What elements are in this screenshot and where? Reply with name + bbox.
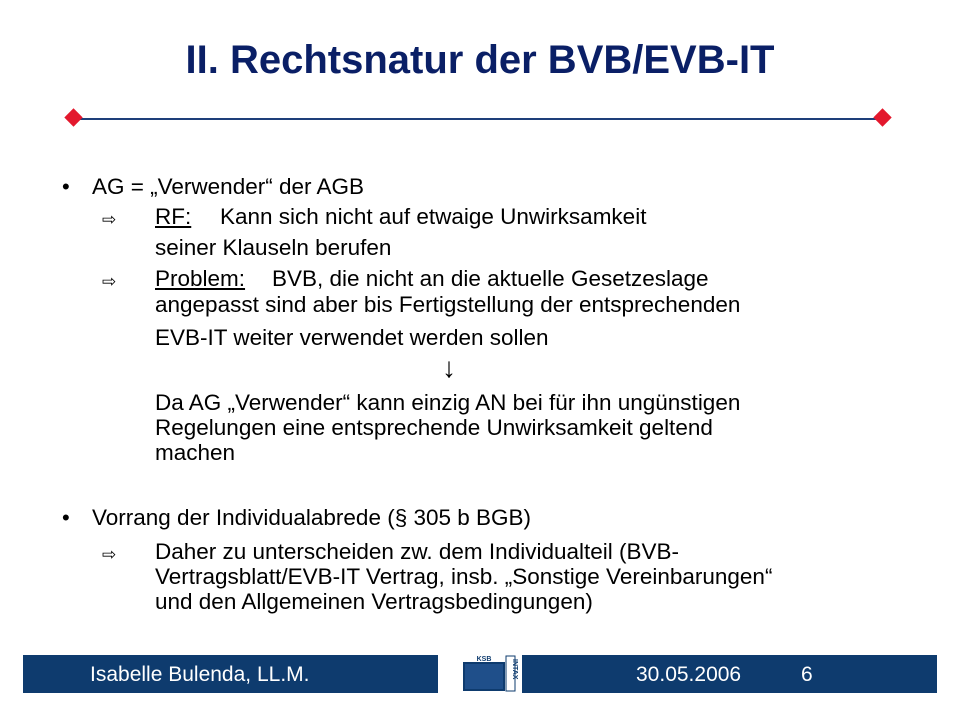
bullet-icon: • [62, 174, 70, 199]
problem-text-line-2: angepasst sind aber bis Fertigstellung der entsprechenden [155, 292, 741, 317]
problem-text-line-3: EVB-IT weiter verwendet werden sollen [155, 325, 549, 350]
consequence-line-2: Regelungen eine entsprechende Unwirksamkeit geltend [155, 415, 713, 440]
section2-heading: Vorrang der Individualabrede (§ 305 b BGB) [92, 505, 532, 530]
footer-page-number: 6 [801, 663, 813, 686]
arrow-down-icon: ↓ [442, 352, 456, 383]
consequence-line-1: Da AG „Verwender“ kann einzig AN bei für ihn ungünstigen [155, 390, 741, 415]
section2-text-line-3: und den Allgemeinen Vertragsbedingungen) [155, 589, 593, 614]
footer-date: 30.05.2006 [636, 663, 742, 686]
logo-text-top: KSB [476, 656, 492, 663]
consequence-line-3: machen [155, 440, 236, 465]
slide-title: II. Rechtsnatur der BVB/EVB-IT [185, 38, 775, 82]
problem-label: Problem: [155, 266, 246, 291]
bullet-icon: • [62, 505, 70, 530]
section2-text-line-1: Daher zu unterscheiden zw. dem Individualteil (BVB- [155, 539, 680, 564]
logo-text-side: INTAX [511, 659, 518, 680]
rf-text-line-2: seiner Klauseln berufen [155, 235, 392, 260]
section1-heading: AG = „Verwender“ der AGB [92, 174, 364, 199]
arrow-right-icon: ⇨ [102, 210, 117, 229]
arrow-right-icon: ⇨ [102, 545, 117, 564]
problem-text-line-1: BVB, die nicht an die aktuelle Gesetzeslage [272, 266, 709, 291]
rf-label: RF: [155, 204, 192, 229]
ksb-intax-logo-icon [463, 655, 518, 691]
arrow-right-icon: ⇨ [102, 272, 117, 291]
section2-text-line-2: Vertragsblatt/EVB-IT Vertrag, insb. „Sonstige Vereinbarungen“ [155, 564, 773, 589]
rf-text-line-1: Kann sich nicht auf etwaige Unwirksamkeit [220, 204, 647, 229]
footer-author: Isabelle Bulenda, LL.M. [90, 663, 310, 686]
